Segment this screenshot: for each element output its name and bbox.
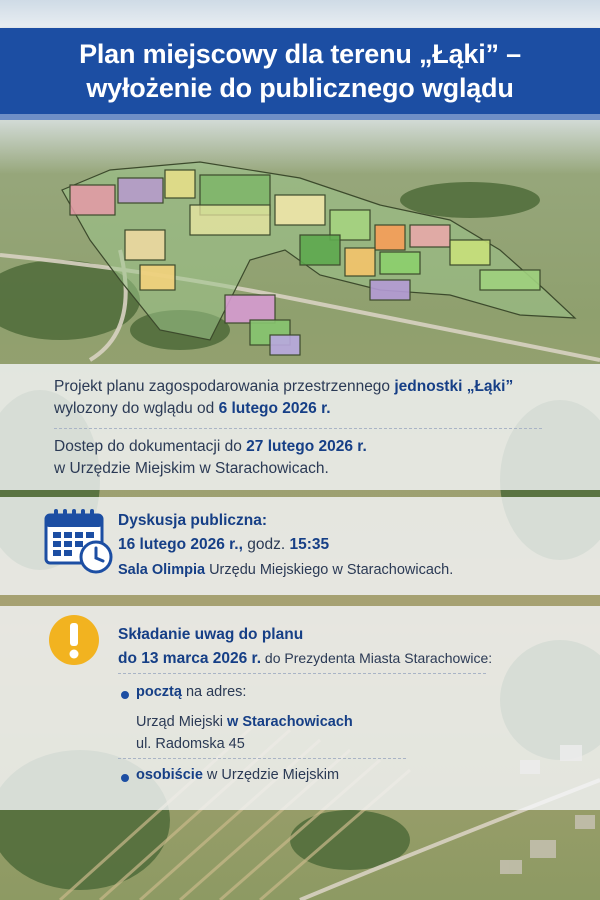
access-end-date: 27 lutego 2026 r. bbox=[246, 438, 367, 455]
comments-panel bbox=[0, 606, 600, 810]
discussion-time-label: godz. bbox=[242, 536, 290, 553]
divider bbox=[54, 428, 542, 429]
project-unit-name: jednostki „Łąki” bbox=[394, 378, 514, 395]
comments-title: Składanie uwag do planu bbox=[118, 626, 304, 643]
in-person-option bbox=[136, 767, 339, 783]
divider bbox=[118, 758, 406, 759]
calendar-clock-icon bbox=[44, 507, 114, 580]
header-underline bbox=[0, 114, 600, 120]
discussion-room: Sala Olimpia bbox=[118, 562, 206, 578]
bullet bbox=[121, 774, 129, 782]
in-person-label: osobiście bbox=[136, 767, 203, 783]
discussion-place: Urzędu Miejskiego w Starachowicach. bbox=[205, 562, 454, 578]
header-banner bbox=[0, 28, 600, 114]
in-person-suffix: w Urzędzie Miejskim bbox=[202, 767, 340, 783]
project-line-2-text: wylozony do wglądu od bbox=[54, 400, 219, 417]
comments-recipient: do Prezydenta Miasta Starachowice: bbox=[261, 650, 493, 666]
discussion-time: 15:35 bbox=[289, 536, 330, 553]
mail-option bbox=[136, 684, 246, 700]
bullet bbox=[121, 691, 129, 699]
sky-strip bbox=[0, 0, 600, 28]
address-office bbox=[136, 714, 353, 730]
address-office-city: w Starachowicach bbox=[227, 714, 353, 730]
project-line-1-text: Projekt planu zagospodarowania przestrzennego bbox=[54, 378, 395, 395]
project-info-panel bbox=[0, 364, 600, 490]
access-line-1-text: Dostep do dokumentacji do bbox=[54, 438, 247, 455]
address-office-text: Urząd Miejski bbox=[136, 714, 228, 730]
project-line-1 bbox=[54, 378, 513, 396]
discussion-location bbox=[118, 562, 453, 578]
discussion-date: 16 lutego 2026 r., bbox=[118, 536, 243, 553]
project-line-2 bbox=[54, 400, 331, 418]
mail-suffix: na adres: bbox=[181, 684, 247, 700]
exclamation-icon bbox=[48, 614, 100, 671]
project-start-date: 6 lutego 2026 r. bbox=[218, 400, 331, 417]
address-street: ul. Radomska 45 bbox=[136, 736, 245, 752]
discussion-title: Dyskusja publiczna: bbox=[118, 512, 268, 529]
divider bbox=[118, 673, 486, 674]
comments-deadline: do 13 marca 2026 r. bbox=[118, 650, 262, 667]
page-title-line-1: Plan miejscowy dla terenu „Łąki” – bbox=[79, 39, 521, 69]
discussion-panel bbox=[0, 497, 600, 595]
mail-label: pocztą bbox=[136, 684, 182, 700]
page-title-line-2: wyłożenie do publicznego wglądu bbox=[86, 73, 514, 103]
access-line-1 bbox=[54, 438, 367, 456]
access-line-2: w Urzędzie Miejskim w Starachowicach. bbox=[54, 460, 329, 477]
comments-deadline-line bbox=[118, 650, 492, 668]
discussion-datetime bbox=[118, 536, 329, 554]
